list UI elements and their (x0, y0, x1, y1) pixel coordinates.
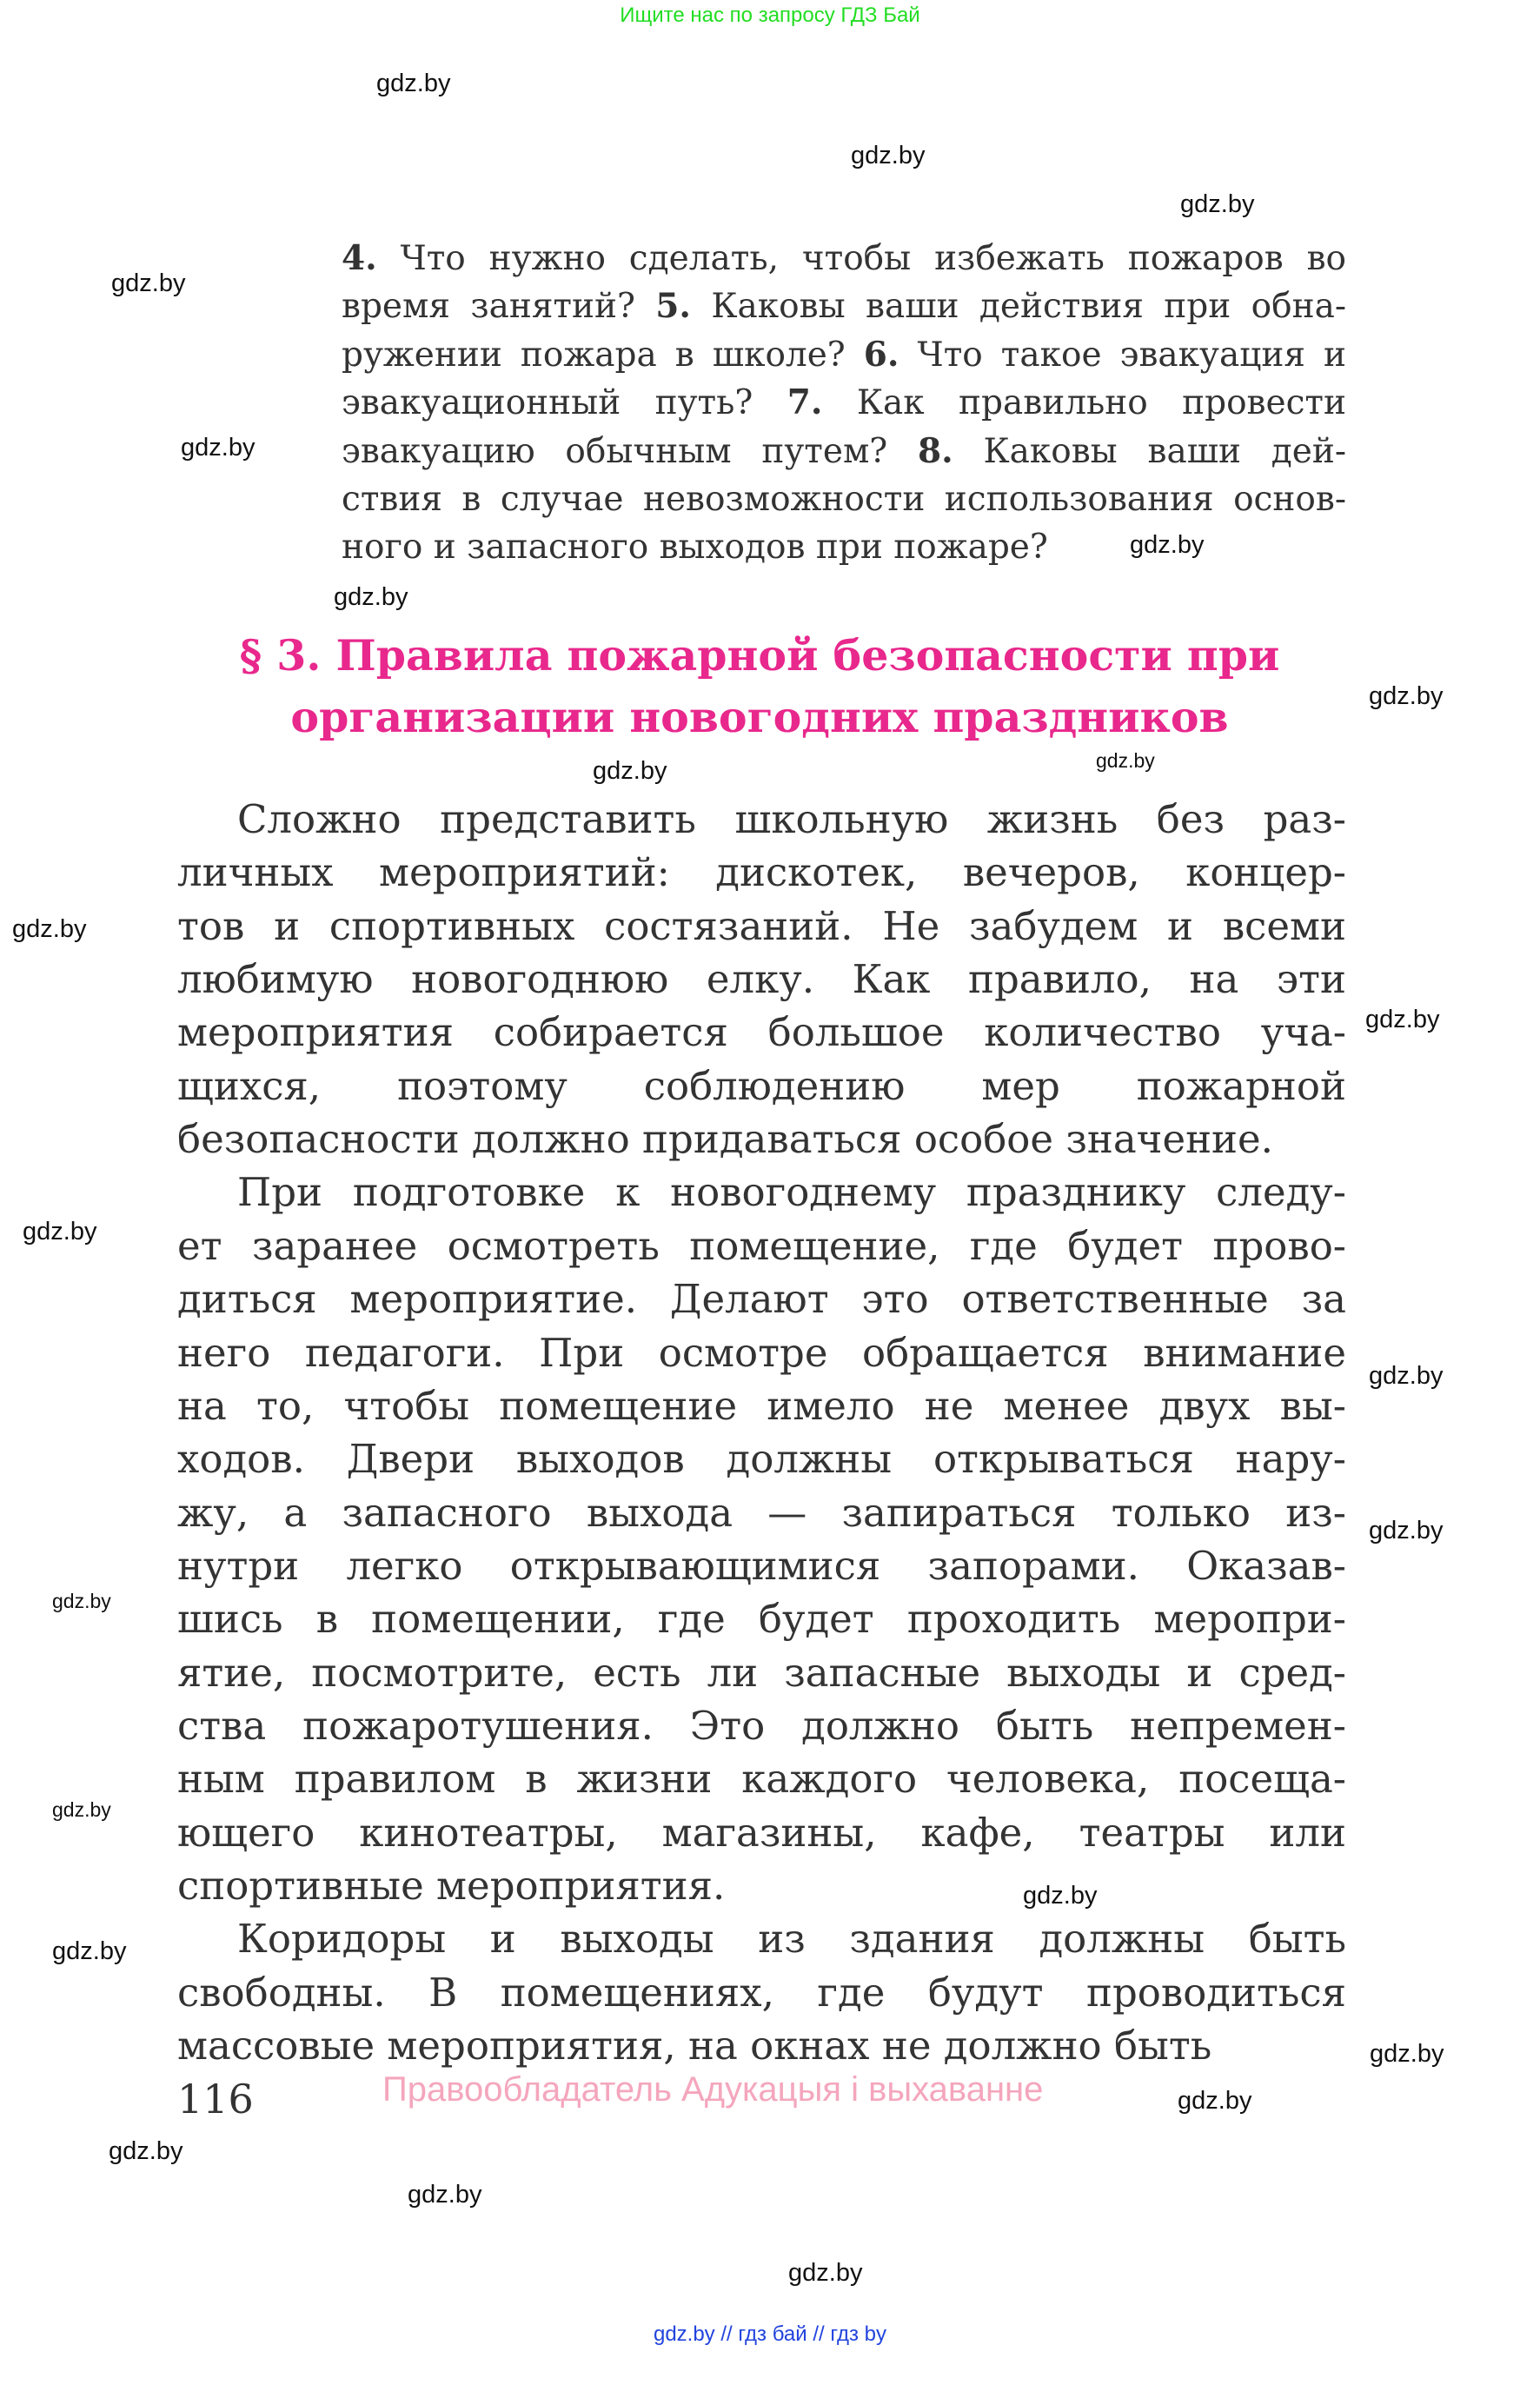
watermark: gdz.by (788, 2259, 863, 2287)
watermark: gdz.by (111, 269, 186, 297)
watermark: gdz.by (1369, 682, 1444, 710)
question-text: ствия в случае невозможности использования основ- (342, 480, 1346, 519)
top-banner-link[interactable]: Ищите нас по запросу ГДЗ Бай (620, 3, 920, 27)
question-line (342, 475, 1346, 523)
watermark: gdz.by (52, 1798, 111, 1821)
text-line: любимую новогоднюю елку. Как правило, на эти (177, 956, 1346, 1003)
question-text: Что такое эвакуация и (899, 335, 1346, 375)
bottom-banner-link[interactable]: gdz.by // гдз бай // гдз by (653, 2322, 887, 2346)
watermark: gdz.by (1178, 2087, 1252, 2115)
question-text: ного и запасного выходов при пожаре? (342, 528, 1048, 568)
watermark: gdz.by (851, 142, 926, 169)
text-line: личных мероприятий: дискотек, вечеров, концер- (177, 849, 1346, 896)
question-line (342, 523, 1346, 571)
text-line: щихся, поэтому соблюдению мер пожарной (177, 1062, 1346, 1109)
page-number: 116 (177, 2076, 254, 2123)
watermark: gdz.by (12, 915, 87, 943)
text-line: Сложно представить школьную жизнь без раз- (237, 796, 1346, 842)
watermark: gdz.by (52, 1937, 127, 1965)
text-line: него педагоги. При осмотре обращается внимание (177, 1329, 1346, 1376)
section-heading-line-2: организации новогодних праздников (290, 692, 1229, 742)
watermark: gdz.by (593, 757, 667, 785)
watermark: gdz.by (1023, 1882, 1098, 1910)
text-line: нутри легко открывающимися запорами. Оказав- (177, 1542, 1346, 1589)
watermark: gdz.by (376, 70, 451, 97)
question-text: Каковы ваши действия при обна- (691, 287, 1347, 327)
watermark: gdz.by (109, 2137, 183, 2165)
question-text: время занятий? (342, 287, 656, 327)
text-line: Коридоры и выходы из здания должны быть (237, 1916, 1346, 1963)
watermark: gdz.by (23, 1218, 97, 1246)
watermark: gdz.by (1370, 2040, 1444, 2068)
text-line: ства пожаротушения. Это должно быть непремен- (177, 1702, 1346, 1749)
question-line (342, 235, 1346, 282)
question-line (342, 331, 1346, 379)
text-line: ятие, посмотрите, есть ли запасные выходы и сред- (177, 1649, 1346, 1696)
question-text: эвакуацию обычным путем? (342, 431, 918, 471)
watermark: gdz.by (1369, 1517, 1444, 1545)
text-line: диться мероприятие. Делают это ответственные за (177, 1276, 1346, 1323)
text-line: спортивные мероприятия. (177, 1863, 726, 1909)
watermark: gdz.by (1369, 1362, 1444, 1390)
question-text: ружении пожара в школе? (342, 335, 864, 375)
text-line: жу, а запасного выхода — запираться только из- (177, 1489, 1346, 1536)
text-line: ет заранее осмотреть помещение, где будет прово- (177, 1222, 1346, 1269)
section-heading-line-1: § 3. Правила пожарной безопасности при (239, 630, 1280, 681)
question-text: эвакуационный путь? (342, 383, 787, 423)
question-text: Каковы ваши дей- (953, 431, 1346, 471)
watermark: gdz.by (1365, 1006, 1440, 1033)
question-line (342, 379, 1346, 427)
text-line: шись в помещении, где будет проходить меропри- (177, 1596, 1346, 1643)
watermark: gdz.by (1180, 190, 1255, 218)
watermark: gdz.by (181, 434, 256, 462)
copyright-notice: Правообладатель Адукацыя і выхаванне (382, 2070, 1044, 2109)
text-line: мероприятия собирается большое количество уча- (177, 1009, 1346, 1056)
text-line: на то, чтобы помещение имело не менее двух вы- (177, 1382, 1346, 1429)
watermark: gdz.by (408, 2181, 482, 2209)
watermark: gdz.by (52, 1590, 111, 1612)
question-number: 7. (787, 382, 823, 423)
question-line (342, 428, 1346, 475)
text-line: тов и спортивных состязаний. Не забудем и всеми (177, 902, 1346, 949)
text-line: ющего кинотеатры, магазины, кафе, театры или (177, 1809, 1346, 1856)
watermark: gdz.by (1130, 531, 1205, 559)
question-text: Как правильно провести (822, 383, 1346, 423)
question-text: Что нужно сделать, чтобы избежать пожаров во (376, 239, 1346, 278)
question-number: 4. (342, 238, 377, 278)
text-line: При подготовке к новогоднему празднику следу- (237, 1169, 1346, 1216)
text-line: ным правилом в жизни каждого человека, посеща- (177, 1756, 1346, 1803)
watermark: gdz.by (334, 583, 408, 611)
text-line: безопасности должно придаваться особое значение. (177, 1116, 1273, 1163)
watermark: gdz.by (1096, 749, 1155, 772)
question-number: 6. (863, 334, 899, 375)
text-line: массовые мероприятия, на окнах не должно быть (177, 2023, 1212, 2069)
text-line: ходов. Двери выходов должны открываться нару- (177, 1436, 1346, 1483)
question-line (342, 282, 1346, 330)
question-number: 8. (917, 430, 953, 471)
text-line: свободны. В помещениях, где будут проводиться (177, 1969, 1346, 2016)
question-number: 5. (655, 286, 691, 327)
